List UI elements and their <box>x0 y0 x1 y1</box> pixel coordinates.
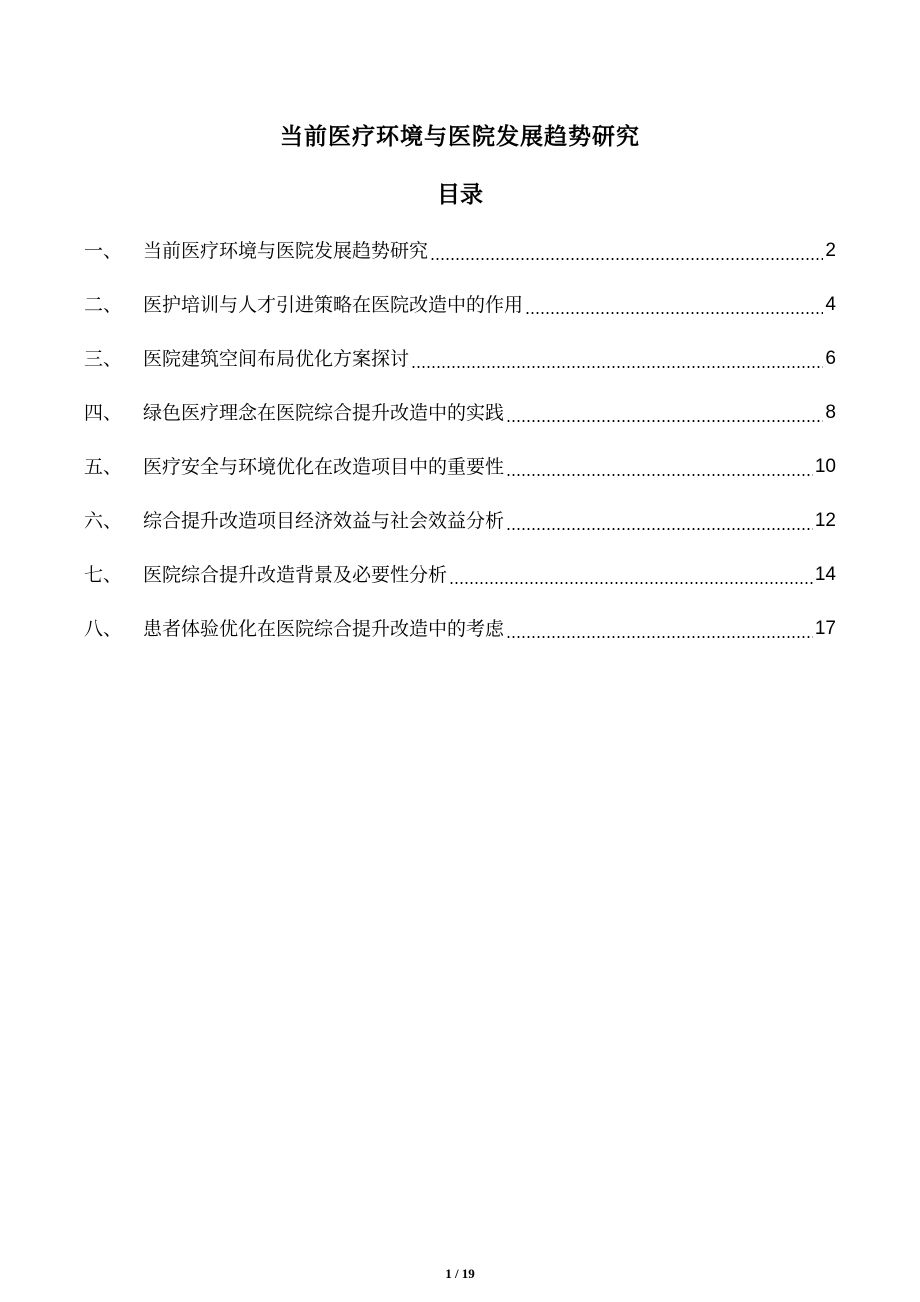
toc-entry-7[interactable] <box>84 557 836 593</box>
toc-entry-number: 四、 <box>84 402 123 424</box>
toc-dot-leader <box>525 312 823 314</box>
toc-entry-1[interactable] <box>84 233 836 269</box>
toc-entry-4[interactable] <box>84 395 836 431</box>
toc-dot-leader <box>449 582 813 584</box>
toc-entry-6[interactable] <box>84 503 836 539</box>
toc-entry-5[interactable] <box>84 449 836 485</box>
toc-entry-title: 综合提升改造项目经济效益与社会效益分析 <box>143 510 505 532</box>
toc-entry-number: 六、 <box>84 510 123 532</box>
toc-entry-2[interactable] <box>84 287 836 323</box>
toc-entry-page: 10 <box>814 456 836 477</box>
toc-entry-number: 五、 <box>84 456 123 478</box>
toc-dot-leader <box>430 258 823 260</box>
page-number-footer: 1 / 19 <box>445 1266 475 1281</box>
toc-dot-leader <box>506 528 813 530</box>
toc-entry-number: 七、 <box>84 564 123 586</box>
toc-entry-number: 八、 <box>84 618 123 640</box>
toc-entry-title: 医护培训与人才引进策略在医院改造中的作用 <box>143 294 524 316</box>
toc-entry-page: 2 <box>825 240 836 261</box>
table-of-contents <box>84 233 836 665</box>
toc-entry-page: 6 <box>825 348 836 369</box>
toc-entry-number: 三、 <box>84 348 123 370</box>
toc-entry-title: 医疗安全与环境优化在改造项目中的重要性 <box>143 456 505 478</box>
toc-dot-leader <box>506 420 823 422</box>
toc-entry-title: 医院建筑空间布局优化方案探讨 <box>143 348 410 370</box>
toc-entry-title: 绿色医疗理念在医院综合提升改造中的实践 <box>143 402 505 424</box>
toc-entry-page: 17 <box>814 618 836 639</box>
toc-entry-title: 当前医疗环境与医院发展趋势研究 <box>143 240 429 262</box>
toc-entry-page: 14 <box>814 564 836 585</box>
toc-heading: 目录 <box>437 182 483 208</box>
toc-entry-page: 12 <box>814 510 836 531</box>
toc-entry-number: 二、 <box>84 294 123 316</box>
toc-entry-title: 医院综合提升改造背景及必要性分析 <box>143 564 448 586</box>
toc-entry-8[interactable] <box>84 611 836 647</box>
document-title: 当前医疗环境与医院发展趋势研究 <box>280 124 640 150</box>
toc-dot-leader <box>411 366 823 368</box>
toc-entry-title: 患者体验优化在医院综合提升改造中的考虑 <box>143 618 505 640</box>
toc-entry-number: 一、 <box>84 240 123 262</box>
toc-entry-page: 8 <box>825 402 836 423</box>
toc-entry-3[interactable] <box>84 341 836 377</box>
toc-dot-leader <box>506 636 813 638</box>
toc-dot-leader <box>506 474 813 476</box>
toc-entry-page: 4 <box>825 294 836 315</box>
